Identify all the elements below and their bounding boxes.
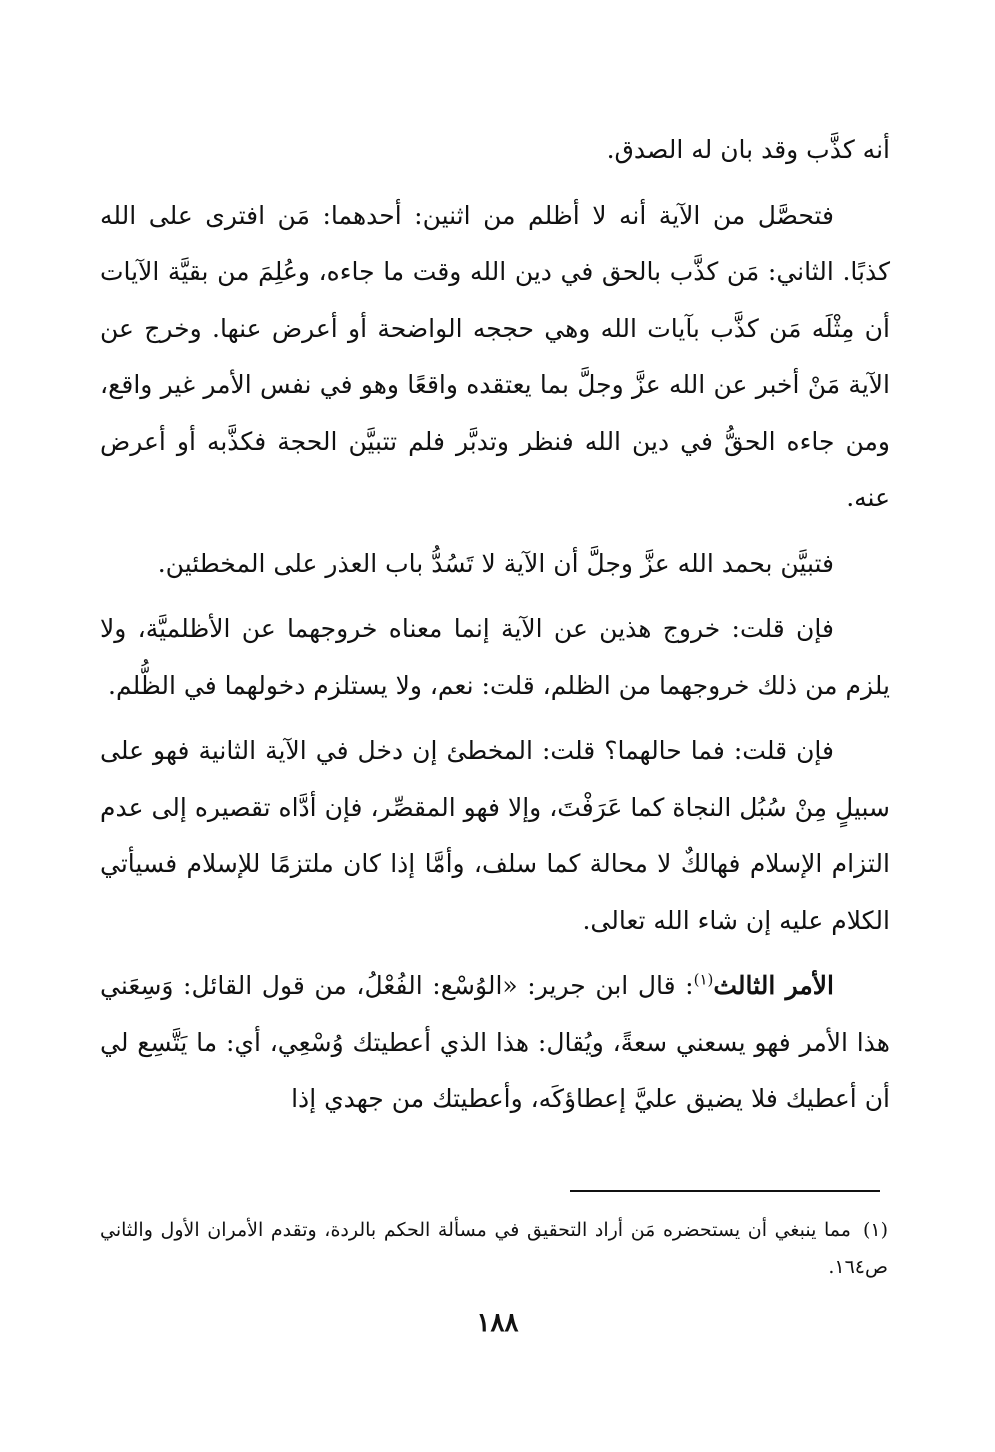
paragraph-5: فإن قلت: فما حالهما؟ قلت: المخطئ إن دخل في الآية الثانية فهو على سبيلٍ مِنْ سُبُل النجاة كما عَرَفْتَ، وإلا فهو المقصِّر، فإن أدَّاه تقصيره إلى عدم التزام الإسلام فهالكٌ لا محالة كما سلف، وأمَّا إذا كان ملتزمًا للإسلام فسيأتي الكلام عليه إن شاء الله تعالى. [100, 736, 890, 935]
paragraph-6 [100, 958, 890, 1128]
section-heading: الأمر الثالث [713, 971, 834, 1000]
paragraph-6-text: : قال ابن جرير: «الوُسْع: الفُعْلُ، من قول القائل: وَسِعَني هذا الأمر فهو يسعني سعةً، ويُقال: هذا الذي أعطيتك وُسْعِي، أي: ما يَتَّسِع لي أن أعطيك فلا يضيق عليَّ إعطاؤكَه، وأعطيتك من جهدي إذا [100, 971, 890, 1113]
footnote [100, 1212, 888, 1286]
footnote-text: مما ينبغي أن يستحضره مَن أراد التحقيق في مسألة الحكم بالردة، وتقدم الأمران الأول والثاني ص١٦٤. [100, 1219, 888, 1278]
main-text [100, 122, 890, 1137]
footnote-reference[interactable]: (١) [693, 970, 714, 989]
paragraph-3: فتبيَّن بحمد الله عزَّ وجلَّ أن الآية لا تَسُدُّ باب العذر على المخطئين. [157, 548, 834, 578]
footnote-divider [570, 1190, 880, 1192]
footnote-number: (١) [862, 1219, 888, 1241]
paragraph-4: فإن قلت: خروج هذين عن الآية إنما معناه خروجهما عن الأظلميَّة، ولا يلزم من ذلك خروجهما من الظلم، قلت: نعم، ولا يستلزم دخولهما في الظُّلم. [100, 614, 890, 700]
paragraph-2: فتحصَّل من الآية أنه لا أظلم من اثنين: أحدهما: مَن افترى على الله كذبًا. الثاني: مَن كذَّب بالحق في دين الله وقت ما جاءه، وعُلِمَ من بقيَّة الآيات أن مِثْلَه مَن كذَّب بآيات الله وهي حججه الواضحة أو أعرض عنها. وخرج عن الآية مَنْ أخبر عن الله عزَّ وجلَّ بما يعتقده واقعًا وهو في نفس الأمر غير واقع، ومن جاءه الحقُّ في دين الله فنظر وتدبَّر فلم تتبيَّن الحجة فكذَّبه أو أعرض عنه. [100, 200, 890, 512]
page-number: ١٨٨ [476, 1308, 519, 1338]
paragraph-1: أنه كذَّب وقد بان له الصدق. [606, 135, 890, 164]
